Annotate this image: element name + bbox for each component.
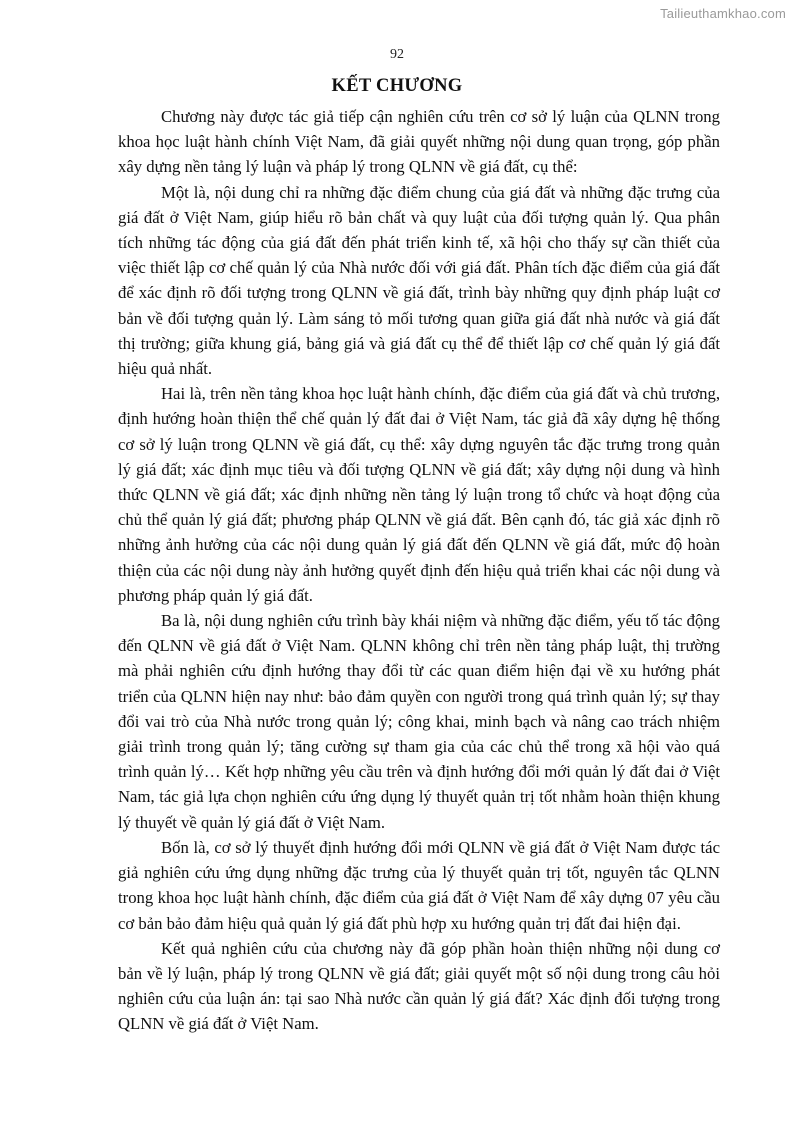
paragraph-conclusion: Kết quả nghiên cứu của chương này đã góp phần hoàn thiện những nội dung cơ bản về lý luận, pháp lý trong QLNN về giá đất; giải quyết một số nội dung trong câu hỏi nghiên cứu của luận án: tại sao Nhà nước cần quản lý giá đất? Xác định đối tượng trong QLNN về giá đất ở Việt Nam. xyxy=(118,938,720,1034)
paragraph-point-two: Hai là, trên nền tảng khoa học luật hành chính, đặc điểm của giá đất và chủ trương, định hướng hoàn thiện thể chế quản lý đất đai ở Việt Nam, tác giả đã xây dựng hệ thống cơ sở lý luận trong QLNN về giá đất, cụ thể: xây dựng nguyên tắc đặc trưng trong quản lý giá đất; xác định mục tiêu và đối tượng QLNN về giá đất; xây dựng nội dung và hình thức QLNN về giá đất; xác định những nền tảng lý luận trong tổ chức và hoạt động của chủ thể quản lý giá đất; phương pháp QLNN về giá đất. Bên cạnh đó, tác giả xác định rõ những ảnh hưởng của các nội dung quản lý giá đất đến QLNN về giá đất, mức độ hoàn thiện của các nội dung này ảnh hưởng quyết định đến hiệu quả triển khai các nội dung và phương pháp quản lý giá đất. xyxy=(118,384,720,605)
body-text xyxy=(118,104,720,1037)
chapter-title: KẾT CHƯƠNG xyxy=(331,76,463,96)
page-number: 92 xyxy=(390,47,404,62)
watermark: Tailieuthamkhao.com xyxy=(660,6,786,21)
paragraph-point-three: Ba là, nội dung nghiên cứu trình bày khái niệm và những đặc điểm, yếu tố tác động đến QLNN về giá đất ở Việt Nam. QLNN không chỉ trên nền tảng pháp luật, thị trường mà phải nghiên cứu định hướng thay đổi từ các quan điểm hiện đại về xu hướng phát triển của QLNN hiện nay như: bảo đảm quyền con người trong quá trình quản lý; sự thay đổi vai trò của Nhà nước trong quản lý; công khai, minh bạch và nâng cao trách nhiệm giải trình trong quản lý; tăng cường sự tham gia của các chủ thể trong xã hội vào quá trình quản lý… Kết hợp những yêu cầu trên và định hướng đổi mới quản lý đất đai ở Việt Nam, tác giả lựa chọn nghiên cứu ứng dụng lý thuyết quản trị tốt nhằm hoàn thiện khung lý thuyết về quản lý giá đất ở Việt Nam. xyxy=(118,611,720,832)
paragraph-point-one: Một là, nội dung chỉ ra những đặc điểm chung của giá đất và những đặc trưng của giá đất ở Việt Nam, giúp hiểu rõ bản chất và quy luật của đối tượng quản lý. Qua phân tích những tác động của giá đất đến phát triển kinh tế, xã hội cho thấy sự cần thiết của việc thiết lập cơ chế quản lý của Nhà nước đối với giá đất. Phân tích đặc điểm của giá đất để xác định rõ đối tượng trong QLNN về giá đất, trình bày những quy định pháp luật cơ bản về đối tượng quản lý. Làm sáng tỏ mối tương quan giữa giá đất nhà nước và giá đất thị trường; giữa khung giá, bảng giá và giá đất cụ thể để thiết lập cơ chế quản lý giá đất hiệu quả nhất. xyxy=(118,182,720,379)
paragraph-point-four: Bốn là, cơ sở lý thuyết định hướng đổi mới QLNN về giá đất ở Việt Nam được tác giả nghiên cứu ứng dụng những đặc trưng của lý thuyết quản trị tốt, nguyên tắc QLNN trong khoa học luật hành chính, đặc điểm của giá đất ở Việt Nam để xây dựng 07 yêu cầu cơ bản bảo đảm hiệu quả quản lý giá đất phù hợp xu hướng quản trị đất đai hiện đại. xyxy=(118,837,720,933)
paragraph-intro: Chương này được tác giả tiếp cận nghiên cứu trên cơ sở lý luận của QLNN trong khoa học luật hành chính Việt Nam, đã giải quyết những nội dung quan trọng, góp phần xây dựng nền tảng lý luận và pháp lý trong QLNN về giá đất, cụ thể: xyxy=(118,107,720,177)
